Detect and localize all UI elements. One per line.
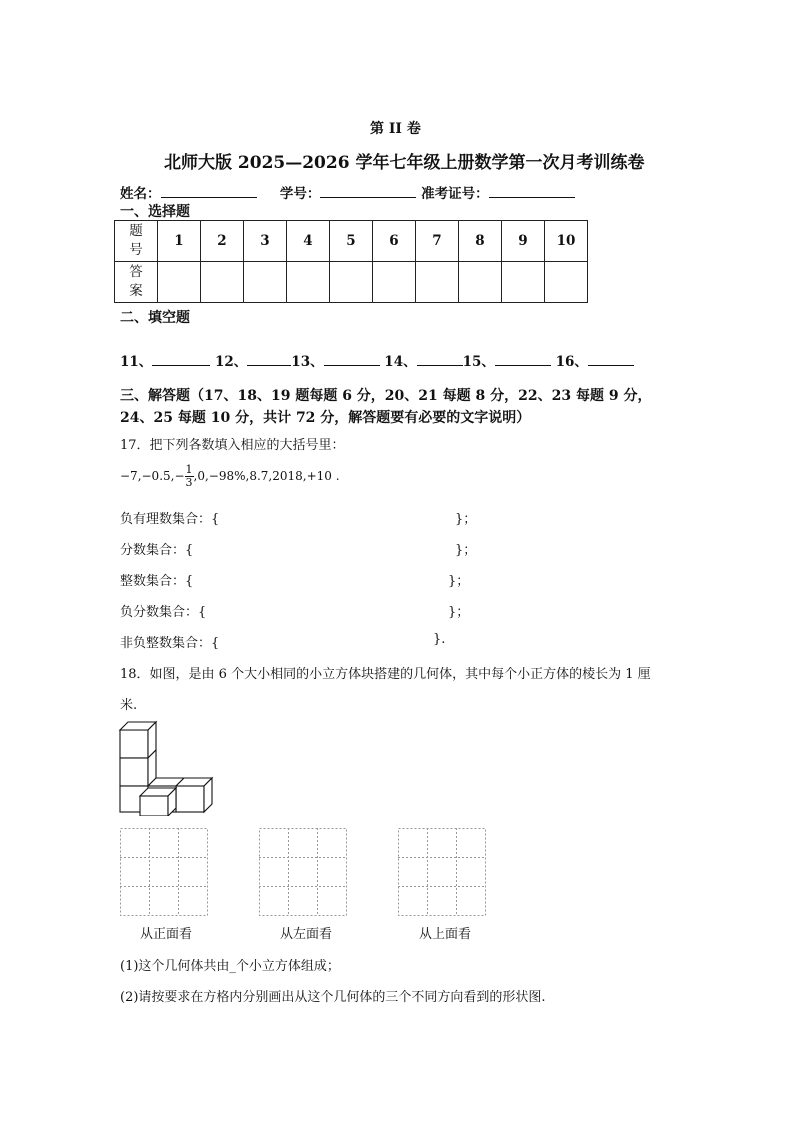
question-number: 9: [502, 221, 545, 262]
cube-figure: [112, 718, 216, 816]
answer-cell[interactable]: [330, 262, 373, 303]
blank-label-16: 16、: [555, 354, 588, 370]
exam-label: 准考证号：: [421, 186, 489, 202]
set-nonnegative-integer: 非负整数集合：{: [120, 636, 220, 651]
answer-cell[interactable]: [459, 262, 502, 303]
set-nonnegative-integer-end: }.: [433, 632, 446, 647]
set-integer-end: }；: [448, 574, 470, 589]
question-number: 6: [373, 221, 416, 262]
blank-11[interactable]: [152, 351, 210, 366]
section1-title: 一、选择题: [120, 204, 190, 220]
table-row: [115, 221, 588, 262]
q17-numbers: [120, 464, 340, 489]
student-info: [120, 182, 575, 202]
part-title: 第 II 卷: [370, 121, 421, 137]
blank-15[interactable]: [495, 351, 551, 366]
blank-label-12: 12、: [215, 354, 248, 370]
name-field[interactable]: [161, 183, 257, 198]
left-view-label: 从左面看: [280, 927, 333, 942]
blank-label-13: 13、: [291, 354, 324, 370]
page-title: 北师大版 2025—2026 学年七年级上册数学第一次月考训练卷: [164, 153, 645, 173]
blank-label-15: 15、: [462, 354, 495, 370]
question-number: 1: [158, 221, 201, 262]
q17-nums-after: ,0,−98%,8.7,2018,+10 .: [193, 469, 340, 483]
top-view-grid[interactable]: [398, 828, 486, 916]
blank-12[interactable]: [247, 351, 291, 366]
q17-nums-before: −7,−0.5,−: [120, 469, 185, 483]
front-view-label: 从正面看: [140, 927, 193, 942]
answer-cell[interactable]: [416, 262, 459, 303]
q17-stem: 17．把下列各数填入相应的大括号里：: [120, 438, 345, 453]
fill-blanks: [120, 350, 634, 370]
exam-field[interactable]: [489, 183, 575, 198]
set-integer: 整数集合：{: [120, 574, 194, 589]
top-view-label: 从上面看: [419, 927, 472, 942]
set-negative-fraction: 负分数集合：{: [120, 605, 207, 620]
question-number: 7: [416, 221, 459, 262]
row-header-number: 题 号: [115, 221, 158, 262]
left-view-grid[interactable]: [259, 828, 347, 916]
section3-title-line2: 24、25 每题 10 分，共计 72 分，解答题要有必要的文字说明）: [120, 410, 531, 426]
set-fraction-end: }；: [455, 543, 477, 558]
question-number: 3: [244, 221, 287, 262]
set-negative-fraction-end: }；: [448, 605, 470, 620]
blank-label-11: 11、: [120, 354, 153, 370]
blank-13[interactable]: [324, 351, 380, 366]
question-number: 4: [287, 221, 330, 262]
question-number: 10: [545, 221, 588, 262]
section3-title-line1: 三、解答题（17、18、19 题每题 6 分，20、21 每题 8 分，22、23 每题 9 分，: [120, 388, 652, 404]
set-negative-rational: 负有理数集合：{: [120, 512, 220, 527]
answer-cell[interactable]: [373, 262, 416, 303]
q18-stem-line1: 18．如图，是由 6 个大小相同的小立方体块搭建的几何体，其中每个小正方体的棱长为 1 厘: [120, 667, 651, 682]
answer-cell[interactable]: [545, 262, 588, 303]
blank-label-14: 14、: [384, 354, 417, 370]
section2-title: 二、填空题: [120, 310, 190, 326]
answer-cell[interactable]: [287, 262, 330, 303]
question-number: 8: [459, 221, 502, 262]
blank-14[interactable]: [417, 351, 463, 366]
row-header-answer: 答 案: [115, 262, 158, 303]
q18-sub2: (2)请按要求在方格内分别画出从这个几何体的三个不同方向看到的形状图.: [120, 990, 546, 1005]
answer-cell[interactable]: [502, 262, 545, 303]
front-view-grid[interactable]: [120, 828, 208, 916]
fraction: $\frac{1}{3}$: [185, 463, 193, 489]
answer-table: [114, 220, 588, 303]
set-negative-rational-end: }；: [455, 512, 477, 527]
answer-cell[interactable]: [244, 262, 287, 303]
q18-stem-line2: 米.: [120, 698, 138, 713]
blank-16[interactable]: [588, 351, 634, 366]
id-label: 学号：: [279, 186, 321, 202]
table-row: [115, 262, 588, 303]
question-number: 5: [330, 221, 373, 262]
answer-cell[interactable]: [201, 262, 244, 303]
id-field[interactable]: [320, 183, 416, 198]
question-number: 2: [201, 221, 244, 262]
name-label: 姓名：: [120, 186, 161, 202]
set-fraction: 分数集合：{: [120, 543, 194, 558]
q18-sub1: (1)这个几何体共由_个小立方体组成；: [120, 959, 340, 974]
answer-cell[interactable]: [158, 262, 201, 303]
